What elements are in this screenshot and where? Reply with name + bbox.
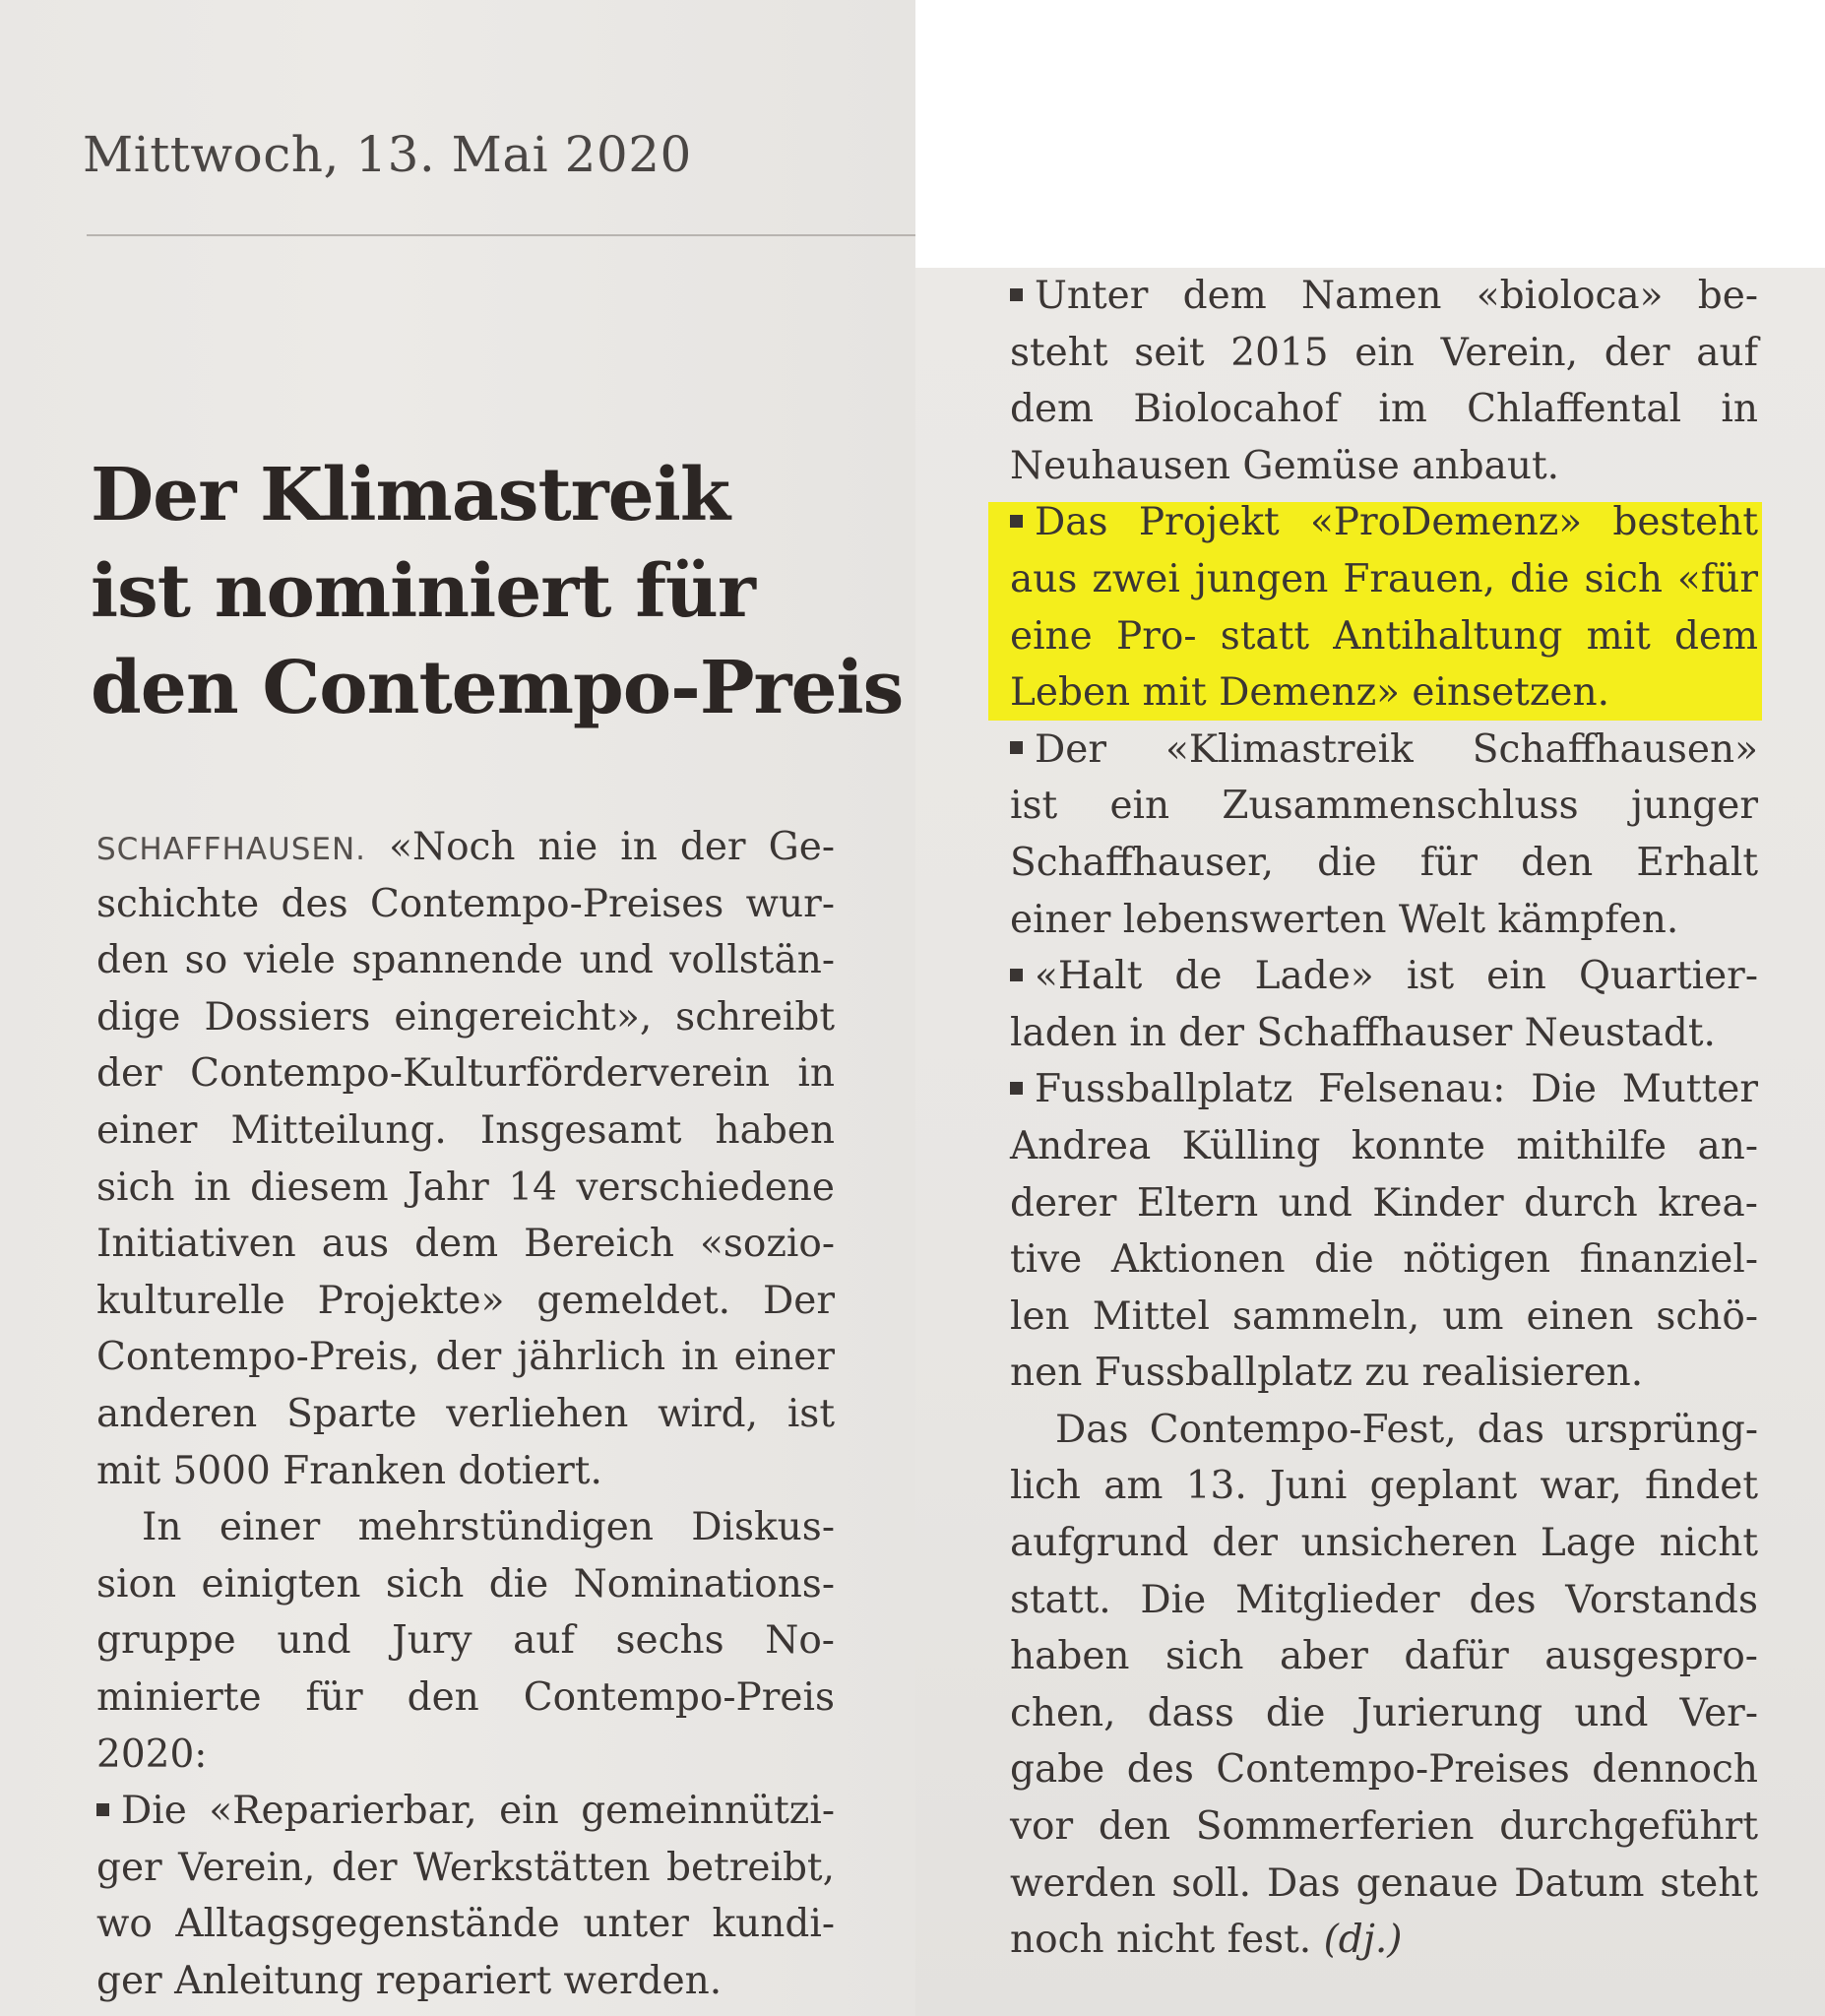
text-line: dige Dossiers eingereicht», schreibt — [96, 994, 835, 1040]
text-line: chen, dass die Jurierung und Ver- — [1010, 1690, 1758, 1735]
text-line: 2020: — [96, 1732, 208, 1777]
text-line: gabe des Contempo-Preises dennoch — [1010, 1747, 1758, 1793]
text-line: dem Biolocahof im Chlaffental in — [1010, 387, 1758, 432]
text-line: den so viele spannende und vollstän- — [96, 938, 835, 983]
list-item: Der «Klimastreik Schaffhausen» — [1010, 722, 1758, 779]
text-line: anderen Sparte verliehen wird, ist — [96, 1391, 835, 1436]
text-line: Schaffhauser, die für den Erhalt — [1010, 840, 1758, 885]
text-line: noch nicht fest. (dj.) — [1010, 1918, 1403, 1963]
text-line: gruppe und Jury auf sechs No- — [96, 1618, 835, 1664]
text-line: Das Contempo-Fest, das ursprüng- — [1055, 1407, 1758, 1452]
text-line: Leben mit Demenz» einsetzen. — [1010, 670, 1609, 716]
text-line: nen Fussballplatz zu realisieren. — [1010, 1351, 1644, 1396]
text-line: wo Alltagsgegenstände unter kundi- — [96, 1902, 835, 1947]
list-item: Das Projekt «ProDemenz» besteht — [1010, 494, 1758, 551]
text-line: einer Mitteilung. Insgesamt haben — [96, 1107, 835, 1153]
text-line: einer lebenswerten Welt kämpfen. — [1010, 897, 1679, 942]
text-line: derer Eltern und Kinder durch krea- — [1010, 1180, 1758, 1226]
text-line: der Contempo-Kulturförderverein in — [96, 1051, 835, 1097]
text-line: kulturelle Projekte» gemeldet. Der — [96, 1278, 835, 1323]
text-line: steht seit 2015 ein Verein, der auf — [1010, 330, 1758, 375]
text-line: tive Aktionen die nötigen finanziel- — [1010, 1237, 1758, 1283]
issue-date: Mittwoch, 13. Mai 2020 — [83, 126, 692, 183]
text-line: ger Verein, der Werkstätten betreibt, — [96, 1845, 835, 1890]
text-line: vor den Sommerferien durchgeführt — [1010, 1804, 1758, 1850]
headline-line: ist nominiert für — [91, 549, 755, 634]
list-item: Die «Reparierbar, ein gemeinnützi- — [96, 1783, 835, 1840]
text-line: SCHAFFHAUSEN. «Noch nie in der Ge- — [96, 825, 835, 869]
text-line: In einer mehrstündigen Diskus- — [142, 1505, 835, 1550]
headline-line: Der Klimastreik — [91, 453, 730, 537]
article-headline — [91, 447, 904, 736]
dateline: SCHAFFHAUSEN. — [96, 832, 367, 867]
bullet-icon — [1010, 741, 1023, 754]
text-line: sich in diesem Jahr 14 verschiedene — [96, 1165, 835, 1210]
text-line: werden soll. Das genaue Datum steht — [1010, 1860, 1758, 1906]
bullet-icon — [1010, 288, 1023, 301]
right-text-column — [1010, 268, 1758, 1969]
text-line: Contempo-Preis, der jährlich in einer — [96, 1335, 835, 1380]
text-line: aus zwei jungen Frauen, die sich «für — [1010, 556, 1758, 601]
text-line: ist ein Zusammenschluss junger — [1010, 784, 1758, 829]
text-line: eine Pro- statt Antihaltung mit dem — [1010, 613, 1758, 659]
text-line: statt. Die Mitglieder des Vorstands — [1010, 1577, 1758, 1622]
left-text-column — [96, 819, 835, 2009]
header-rule — [87, 234, 915, 236]
bullet-icon — [96, 1803, 109, 1816]
list-item: Unter dem Namen «bioloca» be- — [1010, 268, 1758, 325]
text-line: len Mittel sammeln, um einen schö- — [1010, 1293, 1758, 1339]
text-line: haben sich aber dafür ausgespro- — [1010, 1634, 1758, 1679]
author-signature: (dj.) — [1323, 1918, 1403, 1963]
text-line: laden in der Schaffhauser Neustadt. — [1010, 1010, 1716, 1055]
text-line: lich am 13. Juni geplant war, findet — [1010, 1464, 1758, 1509]
text-line: minierte für den Contempo-Preis — [96, 1674, 835, 1720]
list-item: Fussballplatz Felsenau: Die Mutter — [1010, 1061, 1758, 1118]
list-item: «Halt de Lade» ist ein Quartier- — [1010, 948, 1758, 1005]
text-line: Neuhausen Gemüse anbaut. — [1010, 443, 1560, 488]
text-line: mit 5000 Franken dotiert. — [96, 1448, 602, 1493]
bullet-icon — [1010, 515, 1023, 528]
bullet-icon — [1010, 969, 1023, 981]
bullet-icon — [1010, 1082, 1023, 1095]
text-line: Andrea Külling konnte mithilfe an- — [1010, 1123, 1758, 1168]
text-line: sion einigten sich die Nominations- — [96, 1561, 835, 1606]
text-line: ger Anleitung repariert werden. — [96, 1958, 723, 2003]
headline-line: den Contempo-Preis — [91, 646, 904, 730]
text-line: aufgrund der unsicheren Lage nicht — [1010, 1521, 1758, 1566]
text-line: Initiativen aus dem Bereich «sozio- — [96, 1222, 835, 1267]
text-line: schichte des Contempo-Preises wur- — [96, 881, 835, 926]
